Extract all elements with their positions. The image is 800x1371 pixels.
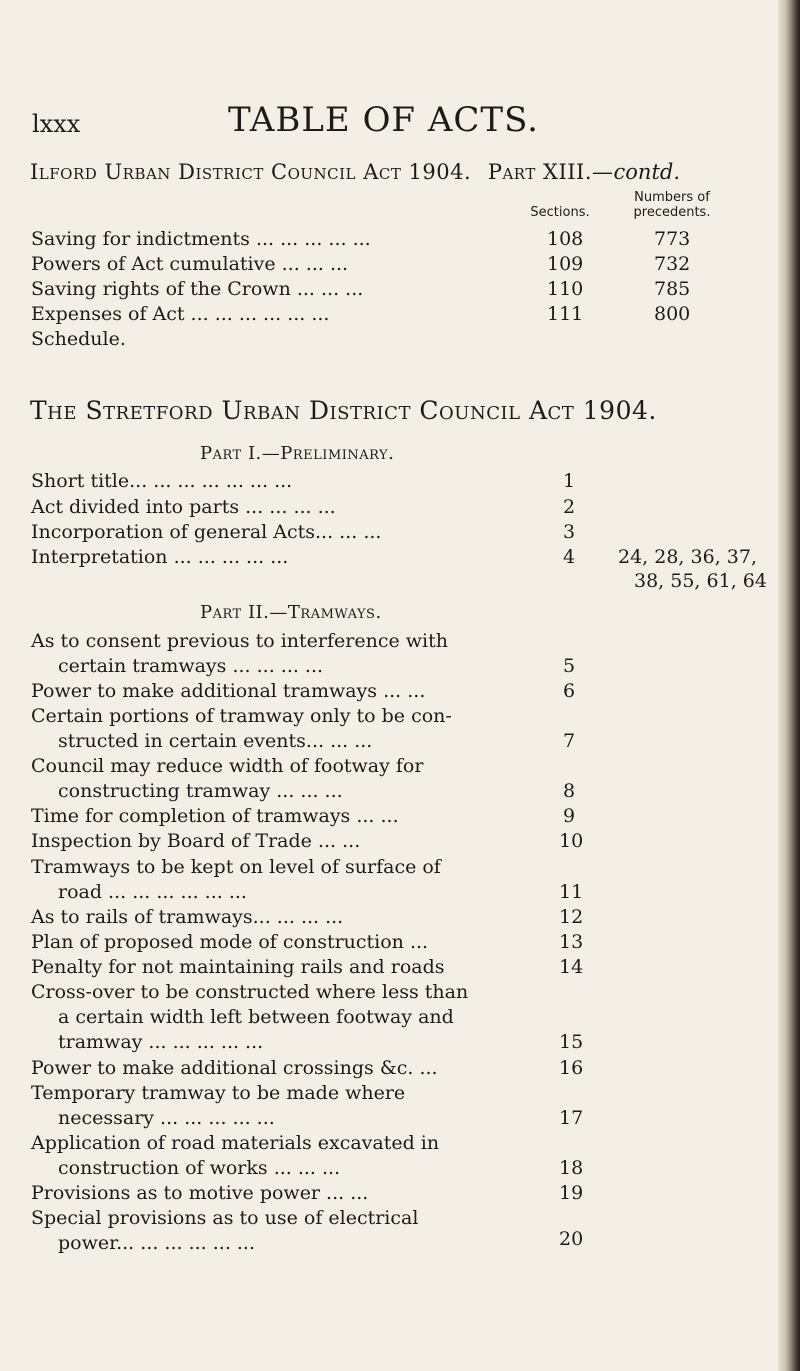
part2-entry-label: Power to make additional crossings &c. ... — [31, 1057, 438, 1079]
part2-entry-section: 20 — [559, 1228, 584, 1250]
part1-entry-precedents: 24, 28, 36, 37, — [618, 546, 757, 568]
part2-entry-label-continued: necessary ... ... ... ... ... — [58, 1107, 275, 1129]
part2-entry-label: Provisions as to motive power ... ... — [31, 1182, 369, 1204]
part2-heading: Part II.—Tramways. — [200, 602, 382, 623]
part2-entry-label: Application of road materials excavated in — [31, 1132, 440, 1154]
ilford-entry-section: 111 — [547, 303, 584, 325]
part2-entry-label: Plan of proposed mode of construction ... — [31, 931, 429, 953]
part2-entry-label: Penalty for not maintaining rails and roads — [31, 956, 445, 978]
part2-entry-section: 17 — [559, 1107, 584, 1129]
part2-entry-section: 13 — [559, 931, 584, 953]
part2-entry-label: Council may reduce width of footway for — [31, 755, 424, 777]
part2-entry-section: 5 — [563, 655, 576, 677]
part2-entry-label-continued: road ... ... ... ... ... ... — [58, 881, 247, 903]
part2-entry-section: 16 — [559, 1057, 584, 1079]
part2-entry-section: 19 — [559, 1182, 584, 1204]
precedents-header-line1: Numbers of — [634, 190, 710, 205]
part2-entry-label: Certain portions of tramway only to be con- — [31, 705, 452, 727]
part1-entry-section: 2 — [563, 496, 576, 518]
part1-heading: Part I.—Preliminary. — [200, 443, 395, 464]
part2-entry-label-continued: construction of works ... ... ... — [58, 1157, 341, 1179]
part2-entry-label: Inspection by Board of Trade ... ... — [31, 830, 361, 852]
ilford-contd: contd. — [613, 160, 681, 184]
ilford-entry-label: Expenses of Act ... ... ... ... ... ... — [31, 303, 330, 325]
ilford-entry-label: Saving rights of the Crown ... ... ... — [31, 278, 364, 300]
part2-entry-label-continued: a certain width left between footway and — [58, 1006, 454, 1028]
part2-entry-label-continued: tramway ... ... ... ... ... — [58, 1031, 264, 1053]
part2-entry-label-continued: certain tramways ... ... ... ... — [58, 655, 324, 677]
ilford-entry-precedents: 800 — [654, 303, 691, 325]
part2-entry-section: 12 — [559, 906, 584, 928]
precedents-header-line2: precedents. — [633, 205, 711, 220]
part2-entry-label-continued: power... ... ... ... ... ... — [58, 1232, 256, 1254]
part2-entry-section: 6 — [563, 680, 576, 702]
page-edge-shadow — [778, 0, 800, 1371]
part2-entry-label: Power to make additional tramways ... ... — [31, 680, 426, 702]
ilford-entry-label: Powers of Act cumulative ... ... ... — [31, 253, 349, 275]
ilford-entry-label: Schedule. — [31, 328, 126, 350]
part2-entry-label: Time for completion of tramways ... ... — [31, 805, 399, 827]
ilford-entry-precedents: 732 — [654, 253, 691, 275]
part1-entry-precedents-continued: 38, 55, 61, 64 — [634, 570, 767, 592]
part1-entry-label: Act divided into parts ... ... ... ... — [31, 496, 336, 518]
precedents-column-header — [602, 190, 742, 220]
part2-entry-label: Special provisions as to use of electrical — [31, 1207, 419, 1229]
part1-entry-label: Interpretation ... ... ... ... ... — [31, 546, 289, 568]
part2-entry-section: 15 — [559, 1031, 584, 1053]
part2-entry-section: 9 — [563, 805, 576, 827]
part2-entry-label-continued: structed in certain events... ... ... — [58, 730, 373, 752]
ilford-act-heading — [30, 160, 680, 184]
ilford-entry-precedents: 773 — [654, 228, 691, 250]
ilford-part-label: Part XIII.— — [487, 160, 614, 184]
ilford-act-title: Ilford Urban District Council Act 1904. — [30, 160, 472, 184]
part1-entry-section: 1 — [563, 470, 576, 492]
part2-entry-label: Cross-over to be constructed where less than — [31, 981, 469, 1003]
ilford-entry-label: Saving for indictments ... ... ... ... ... — [31, 228, 371, 250]
part1-entry-label: Incorporation of general Acts... ... ... — [31, 521, 382, 543]
part2-entry-section: 18 — [559, 1157, 584, 1179]
part2-entry-section: 7 — [563, 730, 576, 752]
part2-entry-label-continued: constructing tramway ... ... ... — [58, 780, 343, 802]
page-number: lxxx — [32, 110, 81, 138]
part2-entry-section: 14 — [559, 956, 584, 978]
part2-entry-section: 10 — [559, 830, 584, 852]
part1-entry-section: 3 — [563, 521, 576, 543]
part2-entry-label: As to rails of tramways... ... ... ... — [31, 906, 344, 928]
part2-entry-label: Tramways to be kept on level of surface of — [31, 856, 441, 878]
part2-entry-label: Temporary tramway to be made where — [31, 1082, 406, 1104]
sections-column-header: Sections. — [530, 205, 590, 220]
ilford-entry-section: 110 — [547, 278, 584, 300]
part1-entry-section: 4 — [563, 546, 576, 568]
part2-entry-section: 8 — [563, 780, 576, 802]
ilford-entry-section: 109 — [547, 253, 584, 275]
running-title: TABLE OF ACTS. — [228, 100, 539, 140]
ilford-entry-section: 108 — [547, 228, 584, 250]
part1-entry-label: Short title... ... ... ... ... ... ... — [31, 470, 293, 492]
stretford-act-title: The Stretford Urban District Council Act 1904. — [30, 396, 657, 425]
part2-entry-label: As to consent previous to interference with — [31, 630, 448, 652]
ilford-entry-precedents: 785 — [654, 278, 691, 300]
part2-entry-section: 11 — [559, 881, 584, 903]
